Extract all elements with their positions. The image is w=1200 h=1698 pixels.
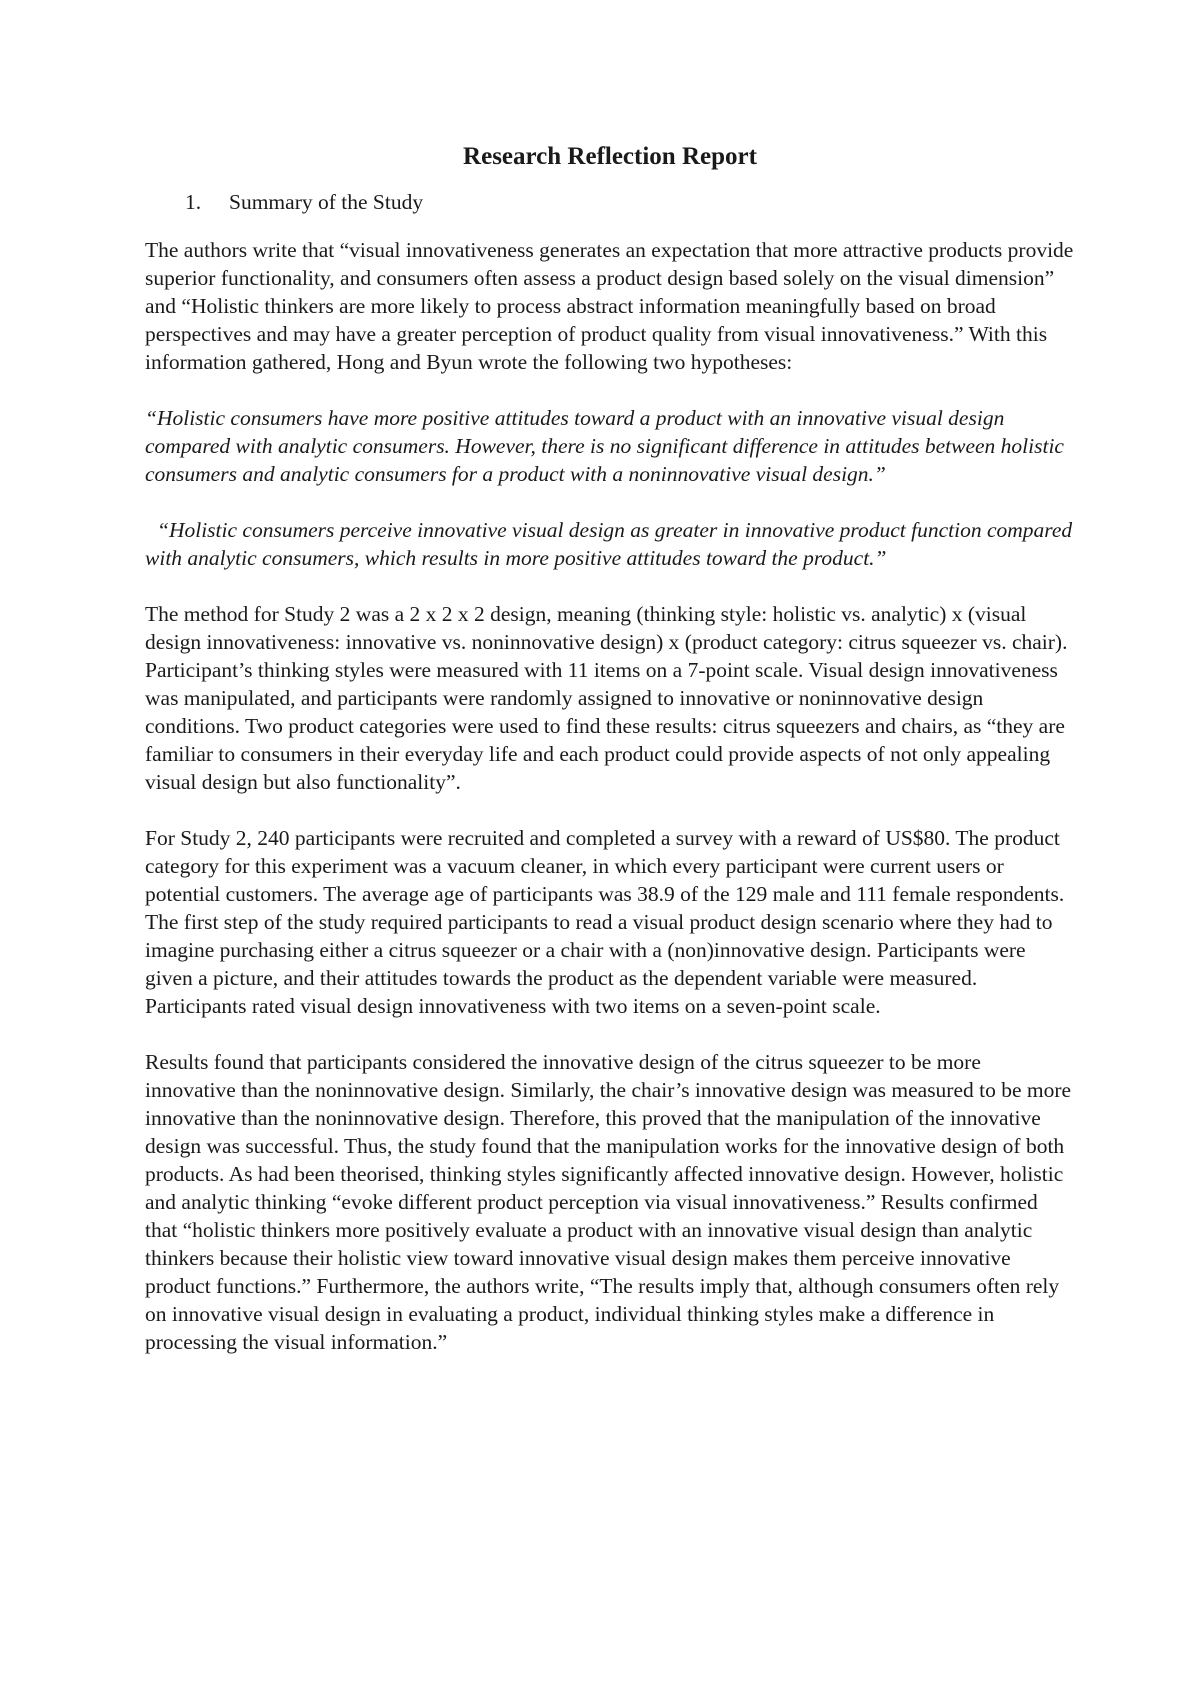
section-heading (145, 188, 1075, 216)
hypothesis-2: “Holistic consumers perceive innovative visual design as greater in innovative product function compared with analytic consumers, which results in more positive attitudes toward the product.” (145, 518, 1073, 570)
paragraph-results: Results found that participants considered the innovative design of the citrus squeezer to be more innovative than the noninnovative design. Similarly, the chair’s innovative design was measured to be more innovative than the noninnovative design. Therefore, this proved that the manipulation of the innovative design was successful. Thus, the study found that the manipulation works for the innovative design of both products. As had been theorised, thinking styles significantly affected innovative design. However, holistic and analytic thinking “evoke different product perception via visual innovativeness.” Results confirmed that “holistic thinkers more positively evaluate a product with an innovative visual design than analytic thinkers because their holistic view toward innovative visual design makes them perceive innovative product functions.” Furthermore, the authors write, “The results imply that, although consumers often rely on innovative visual design in evaluating a product, individual thinking styles make a difference in processing the visual information.” (145, 1050, 1072, 1354)
document-title: Research Reflection Report (463, 143, 757, 170)
hypothesis-1: “Holistic consumers have more positive attitudes toward a product with an innovative visual design compared with analytic consumers. However, there is no significant difference in attitudes between holistic consumers and analytic consumers for a product with a noninnovative visual design.” (145, 406, 1064, 486)
paragraph-participants: For Study 2, 240 participants were recruited and completed a survey with a reward of US$80. The product category for this experiment was a vacuum cleaner, in which every participant were current users or potential customers. The average age of participants was 38.9 of the 129 male and 111 female respondents. The first step of the study required participants to read a visual product design scenario where they had to imagine purchasing either a citrus squeezer or a chair with a (non)innovative design. Participants were given a picture, and their attitudes towards the product as the dependent variable were measured. Participants rated visual design innovativeness with two items on a seven-point scale. (145, 826, 1065, 1018)
paragraph-method: The method for Study 2 was a 2 x 2 x 2 design, meaning (thinking style: holistic vs. analytic) x (visual design innovativeness: innovative vs. noninnovative design) x (product category: citrus squeezer vs. chair). Participant’s thinking styles were measured with 11 items on a 7-point scale. Visual design innovativeness was manipulated, and participants were randomly assigned to innovative or noninnovative design conditions. Two product categories were used to find these results: citrus squeezers and chairs, as “they are familiar to consumers in their everyday life and each product could provide aspects of not only appealing visual design but also functionality”. (145, 602, 1068, 794)
section-title: Summary of the Study (229, 190, 424, 214)
paragraph-intro: The authors write that “visual innovativeness generates an expectation that more attractive products provide superior functionality, and consumers often assess a product design based solely on the visual dimension” and “Holistic thinkers are more likely to process abstract information meaningfully based on broad perspectives and may have a greater perception of product quality from visual innovativeness.” With this information gathered, Hong and Byun wrote the following two hypotheses: (145, 238, 1074, 374)
section-number: 1. (185, 190, 202, 214)
document-page (145, 140, 1075, 1384)
